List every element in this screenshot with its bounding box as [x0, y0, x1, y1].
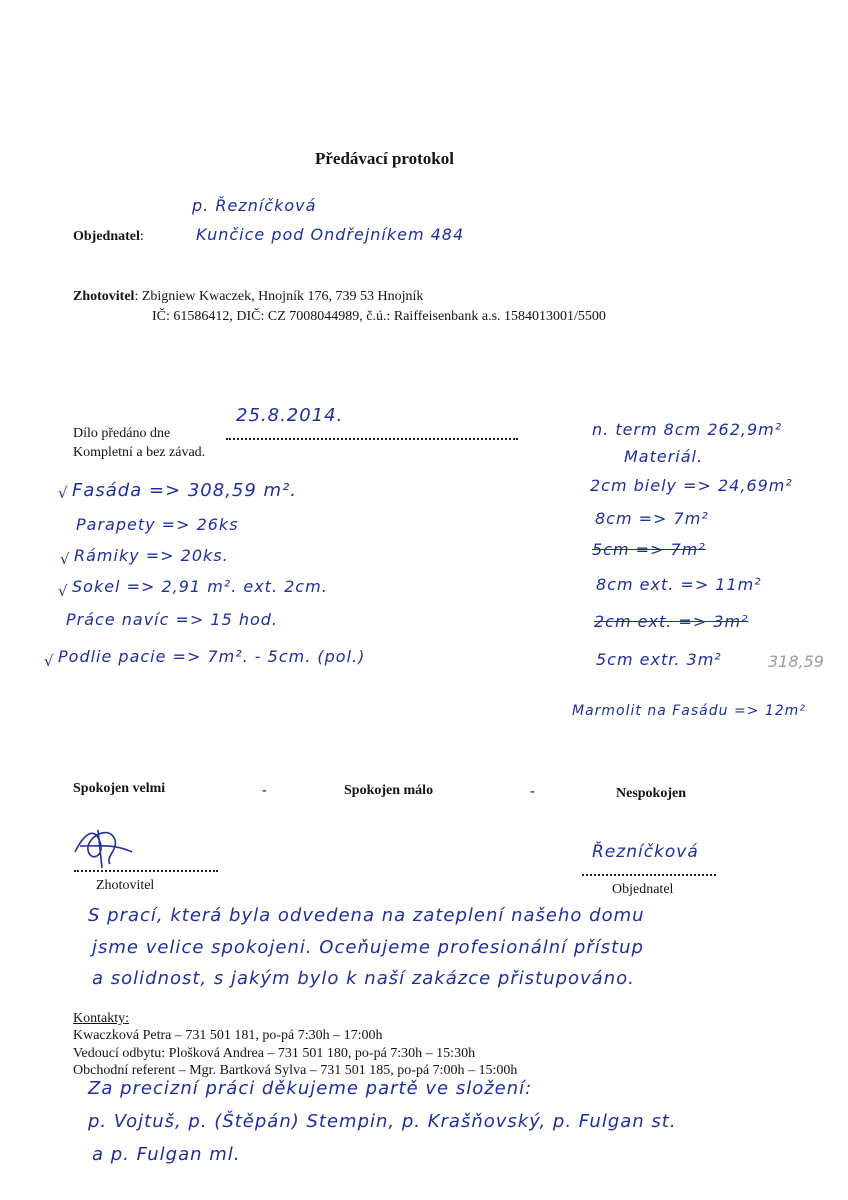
objednatel-address-handwritten: Kunčice pod Ondřejníkem 484 — [196, 225, 465, 244]
zhotovitel-signature — [70, 822, 140, 872]
complete-label: Kompletní a bez závad. — [73, 445, 206, 460]
thanks-line-3: a p. Fulgan ml. — [92, 1144, 241, 1165]
zhotovitel-ids: IČ: 61586412, DIČ: CZ 7008044989, č.ú.: Raiffeisenbank a.s. 1584013001/5500 — [152, 309, 606, 324]
right-item-8cm-ext: 8cm ext. => 11m² — [596, 575, 762, 594]
right-item-5cm-extr: 5cm extr. 3m² — [596, 650, 722, 669]
item-parapety: Parapety => 26ks — [76, 515, 239, 534]
zhotovitel-signature-label: Zhotovitel — [96, 878, 155, 893]
objednatel-label-row — [73, 229, 144, 245]
comment-line-3: a solidnost, s jakým bylo k naší zakázce přistupováno. — [92, 968, 635, 989]
item-podlie-pacie: Podlie pacie => 7m². - 5cm. (pol.) — [58, 647, 366, 666]
thanks-line-2: p. Vojtuš, p. (Štěpán) Stempin, p. Krašňovský, p. Fulgan st. — [88, 1111, 677, 1132]
right-item-2cm-ext-text: 2cm ext. => 3m² — [594, 612, 749, 631]
item-sokel: Sokel => 2,91 m². ext. 2cm. — [72, 577, 328, 596]
satisfaction-not: Nespokojen — [616, 786, 687, 801]
objednatel-label: Objednatel — [73, 229, 140, 244]
zhotovitel-address: : Zbigniew Kwaczek, Hnojník 176, 739 53 Hnojník — [134, 289, 424, 304]
contact-line-1: Kwaczková Petra – 731 501 181, po-pá 7:30h – 17:00h — [73, 1028, 383, 1043]
item-prace-navic: Práce navíc => 15 hod. — [66, 610, 279, 629]
contacts-heading: Kontakty: — [73, 1011, 129, 1026]
contact-line-3: Obchodní referent – Mgr. Bartková Sylva – 731 501 185, po-pá 7:00h – 15:00h — [73, 1063, 518, 1078]
satisfaction-dash-2: - — [530, 784, 535, 799]
zhotovitel-signature-line — [74, 870, 218, 872]
satisfaction-very: Spokojen velmi — [73, 781, 166, 796]
item-fasada: Fasáda => 308,59 m². — [72, 480, 298, 501]
objednatel-signature-label: Objednatel — [612, 882, 674, 897]
zhotovitel-label: Zhotovitel — [73, 289, 135, 304]
objednatel-signature-line — [582, 874, 716, 876]
check-mark-icon: √ — [58, 582, 68, 600]
objednatel-colon: : — [139, 229, 144, 244]
objednatel-name-handwritten: p. Řezníčková — [192, 196, 317, 215]
item-ramiky: Rámiky => 20ks. — [74, 546, 229, 565]
satisfaction-little: Spokojen málo — [344, 783, 434, 798]
right-item-material: Materiál. — [624, 447, 704, 466]
thanks-line-1: Za precizní práci děkujeme partě ve složení: — [88, 1078, 533, 1099]
right-item-8cm: 8cm => 7m² — [595, 509, 709, 528]
right-item-term: n. term 8cm 262,9m² — [592, 420, 783, 439]
comment-line-2: jsme velice spokojeni. Oceňujeme profesionální přístup — [92, 937, 644, 958]
right-item-2cm-ext — [594, 612, 748, 631]
satisfaction-dash-1: - — [262, 783, 267, 798]
check-mark-icon: √ — [58, 484, 68, 502]
date-dotted-line — [226, 438, 518, 440]
right-item-marmolit: Marmolit na Fasádu => 12m² — [572, 703, 806, 719]
check-mark-icon: √ — [60, 550, 70, 568]
page-title: Předávací protokol — [315, 149, 454, 168]
right-item-2cm-biely: 2cm biely => 24,69m² — [590, 476, 793, 495]
pencil-note: 318,59 — [768, 652, 824, 671]
check-mark-icon: √ — [44, 652, 54, 670]
handover-date-handwritten: 25.8.2014. — [236, 405, 344, 426]
objednatel-signature: Řezníčková — [592, 842, 699, 862]
contact-line-2: Vedoucí odbytu: Plošková Andrea – 731 501 180, po-pá 7:30h – 15:30h — [73, 1046, 476, 1061]
zhotovitel-row — [73, 289, 423, 305]
right-item-5cm-crossed: 5cm => 7m² — [592, 540, 706, 559]
comment-line-1: S prací, která byla odvedena na zateplení našeho domu — [88, 905, 645, 926]
handover-label: Dílo předáno dne — [73, 426, 171, 441]
